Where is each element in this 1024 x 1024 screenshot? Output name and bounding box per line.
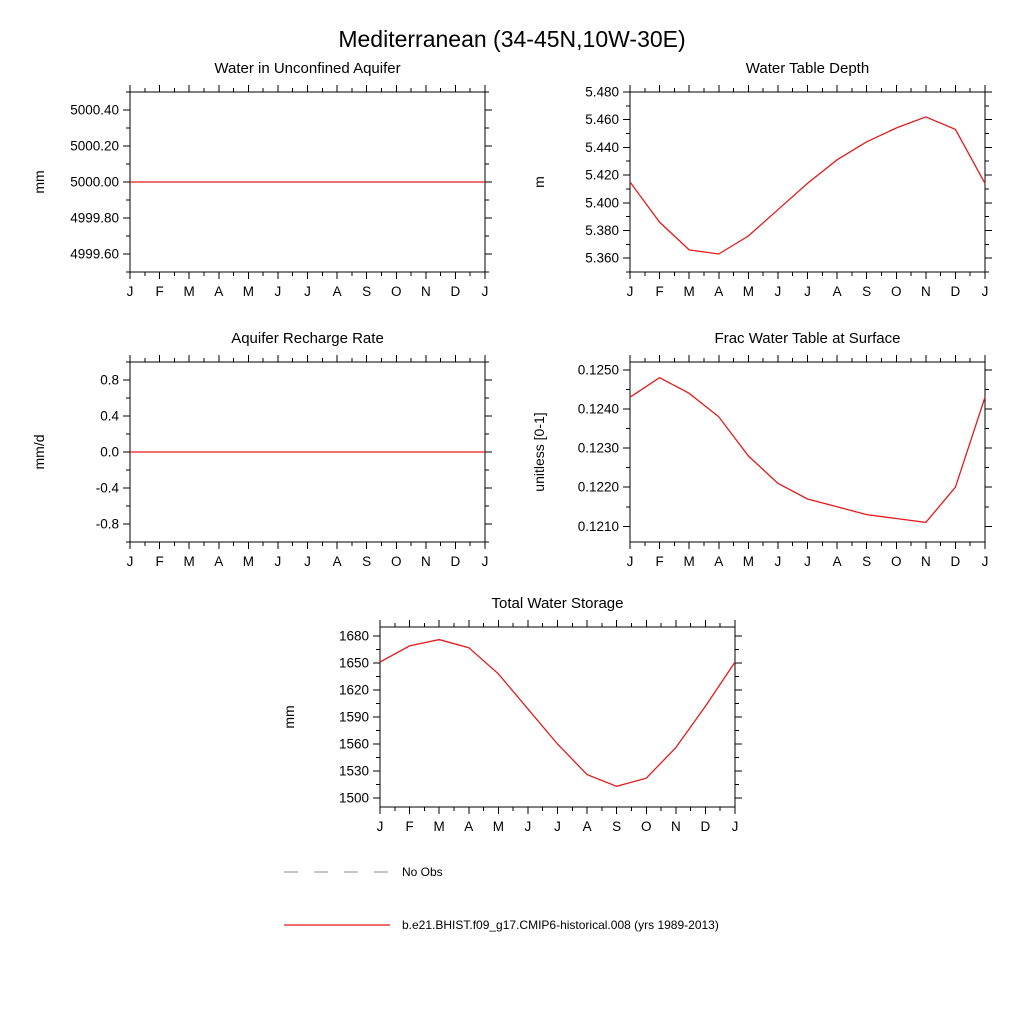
- panel-title: Aquifer Recharge Rate: [231, 330, 384, 347]
- tick-labels: [96, 373, 489, 570]
- svg-text:0.4: 0.4: [100, 408, 119, 424]
- no-obs-line-sample: [282, 864, 392, 880]
- svg-text:J: J: [774, 284, 782, 299]
- figure-title: Mediterranean (34-45N,10W-30E): [338, 26, 686, 52]
- tick-labels: [70, 103, 488, 300]
- svg-text:A: A: [832, 554, 842, 569]
- chart-plot: [520, 84, 1000, 300]
- svg-text:F: F: [155, 284, 164, 299]
- legend-entry-model-run: [282, 917, 719, 933]
- svg-text:M: M: [492, 819, 504, 834]
- svg-text:5000.20: 5000.20: [70, 138, 119, 154]
- svg-text:O: O: [390, 554, 402, 569]
- svg-text:F: F: [405, 819, 414, 834]
- y-axis-label: unitless [0-1]: [531, 412, 547, 492]
- panel-total-water-storage: [270, 589, 750, 835]
- svg-text:A: A: [832, 284, 842, 299]
- svg-text:M: M: [683, 554, 695, 569]
- svg-text:0.1250: 0.1250: [577, 362, 619, 378]
- svg-text:4999.80: 4999.80: [70, 210, 119, 226]
- svg-text:J: J: [981, 554, 989, 569]
- tick-labels: [578, 362, 989, 569]
- svg-text:5.460: 5.460: [585, 112, 619, 128]
- y-axis-label: mm: [31, 170, 47, 194]
- svg-text:A: A: [464, 819, 474, 834]
- chart-plot: [20, 354, 500, 570]
- svg-text:J: J: [481, 554, 489, 569]
- svg-text:D: D: [950, 284, 961, 299]
- svg-text:O: O: [640, 819, 652, 834]
- svg-text:-0.8: -0.8: [95, 516, 119, 532]
- svg-text:J: J: [304, 284, 311, 299]
- svg-text:J: J: [304, 554, 311, 569]
- svg-text:J: J: [524, 819, 532, 834]
- legend-label: b.e21.BHIST.f09_g17.CMIP6-historical.008 (yrs 1989-2013): [402, 918, 719, 932]
- svg-text:1530: 1530: [338, 763, 369, 779]
- svg-text:0.1230: 0.1230: [577, 440, 619, 456]
- svg-text:4999.60: 4999.60: [70, 246, 119, 262]
- svg-text:M: M: [742, 554, 754, 569]
- svg-text:M: M: [683, 284, 695, 299]
- svg-text:M: M: [742, 284, 754, 299]
- svg-text:S: S: [362, 284, 372, 299]
- svg-text:A: A: [214, 554, 224, 569]
- panel-frac-water-table-at-surface: [520, 324, 1000, 570]
- model-line-sample: [282, 917, 392, 933]
- data-series-line: [630, 378, 985, 523]
- panel-water-in-unconfined-aquifer: [20, 54, 500, 300]
- svg-text:N: N: [670, 819, 681, 834]
- chart-plot: [20, 84, 500, 300]
- svg-text:5.400: 5.400: [585, 195, 619, 211]
- chart-plot: [270, 619, 750, 835]
- svg-text:D: D: [450, 284, 461, 299]
- svg-text:A: A: [332, 284, 342, 299]
- svg-text:1680: 1680: [338, 628, 369, 644]
- svg-text:S: S: [362, 554, 372, 569]
- svg-text:0.1220: 0.1220: [577, 479, 619, 495]
- svg-text:F: F: [655, 284, 664, 299]
- svg-text:A: A: [714, 284, 724, 299]
- svg-text:J: J: [126, 284, 134, 299]
- svg-text:5000.40: 5000.40: [70, 102, 119, 118]
- svg-text:D: D: [700, 819, 711, 834]
- axes: [623, 355, 992, 549]
- svg-text:N: N: [920, 284, 931, 299]
- svg-text:5.380: 5.380: [585, 222, 619, 238]
- svg-text:J: J: [804, 284, 811, 299]
- svg-text:0.1210: 0.1210: [577, 518, 619, 534]
- svg-text:1560: 1560: [338, 736, 369, 752]
- svg-text:1500: 1500: [338, 790, 369, 806]
- svg-text:N: N: [420, 554, 431, 569]
- panel-title: Frac Water Table at Surface: [714, 330, 901, 347]
- svg-text:S: S: [612, 819, 622, 834]
- svg-text:S: S: [862, 284, 872, 299]
- svg-text:A: A: [214, 284, 224, 299]
- svg-text:-0.4: -0.4: [95, 480, 119, 496]
- legend-entry-no-obs: [282, 864, 443, 880]
- svg-text:0.0: 0.0: [100, 444, 119, 460]
- svg-text:A: A: [332, 554, 342, 569]
- svg-text:J: J: [626, 284, 634, 299]
- panel-title: Total Water Storage: [491, 595, 624, 612]
- svg-text:A: A: [714, 554, 724, 569]
- svg-text:0.1240: 0.1240: [577, 401, 619, 417]
- svg-text:O: O: [390, 284, 402, 299]
- svg-text:O: O: [890, 554, 902, 569]
- svg-text:5.420: 5.420: [585, 167, 619, 183]
- legend-label: No Obs: [402, 865, 443, 879]
- svg-text:0.8: 0.8: [100, 372, 119, 388]
- svg-text:N: N: [920, 554, 931, 569]
- svg-text:5.440: 5.440: [585, 139, 619, 155]
- data-series-line: [380, 640, 735, 787]
- svg-text:J: J: [626, 554, 634, 569]
- chart-plot: [520, 354, 1000, 570]
- svg-text:J: J: [376, 819, 384, 834]
- data-series-line: [630, 117, 985, 254]
- svg-text:J: J: [804, 554, 811, 569]
- svg-text:M: M: [242, 284, 254, 299]
- svg-text:A: A: [582, 819, 592, 834]
- y-axis-label: mm/d: [31, 434, 47, 470]
- svg-text:O: O: [890, 284, 902, 299]
- svg-text:F: F: [655, 554, 664, 569]
- svg-text:5000.00: 5000.00: [70, 174, 119, 190]
- svg-text:5.480: 5.480: [585, 84, 619, 100]
- svg-text:J: J: [981, 284, 989, 299]
- svg-text:1620: 1620: [338, 682, 369, 698]
- svg-text:J: J: [481, 284, 489, 299]
- panel-water-table-depth: [520, 54, 1000, 300]
- panel-title: Water in Unconfined Aquifer: [214, 60, 401, 77]
- svg-text:M: M: [183, 284, 195, 299]
- svg-text:5.360: 5.360: [585, 250, 619, 266]
- y-axis-label: m: [531, 176, 547, 188]
- svg-text:F: F: [155, 554, 164, 569]
- tick-labels: [585, 85, 988, 300]
- axes: [373, 620, 742, 814]
- svg-text:J: J: [126, 554, 134, 569]
- svg-text:S: S: [862, 554, 872, 569]
- svg-text:1650: 1650: [338, 655, 369, 671]
- svg-text:M: M: [433, 819, 445, 834]
- svg-text:M: M: [183, 554, 195, 569]
- svg-text:J: J: [274, 284, 282, 299]
- panel-title: Water Table Depth: [745, 60, 870, 77]
- svg-text:M: M: [242, 554, 254, 569]
- svg-text:N: N: [420, 284, 431, 299]
- axes: [623, 85, 992, 279]
- panel-aquifer-recharge-rate: [20, 324, 500, 570]
- svg-text:J: J: [274, 554, 282, 569]
- svg-text:D: D: [950, 554, 961, 569]
- svg-text:1590: 1590: [338, 709, 369, 725]
- svg-text:J: J: [774, 554, 782, 569]
- svg-text:J: J: [731, 819, 739, 834]
- tick-labels: [339, 629, 738, 835]
- svg-text:D: D: [450, 554, 461, 569]
- y-axis-label: mm: [281, 705, 297, 729]
- svg-text:J: J: [554, 819, 561, 834]
